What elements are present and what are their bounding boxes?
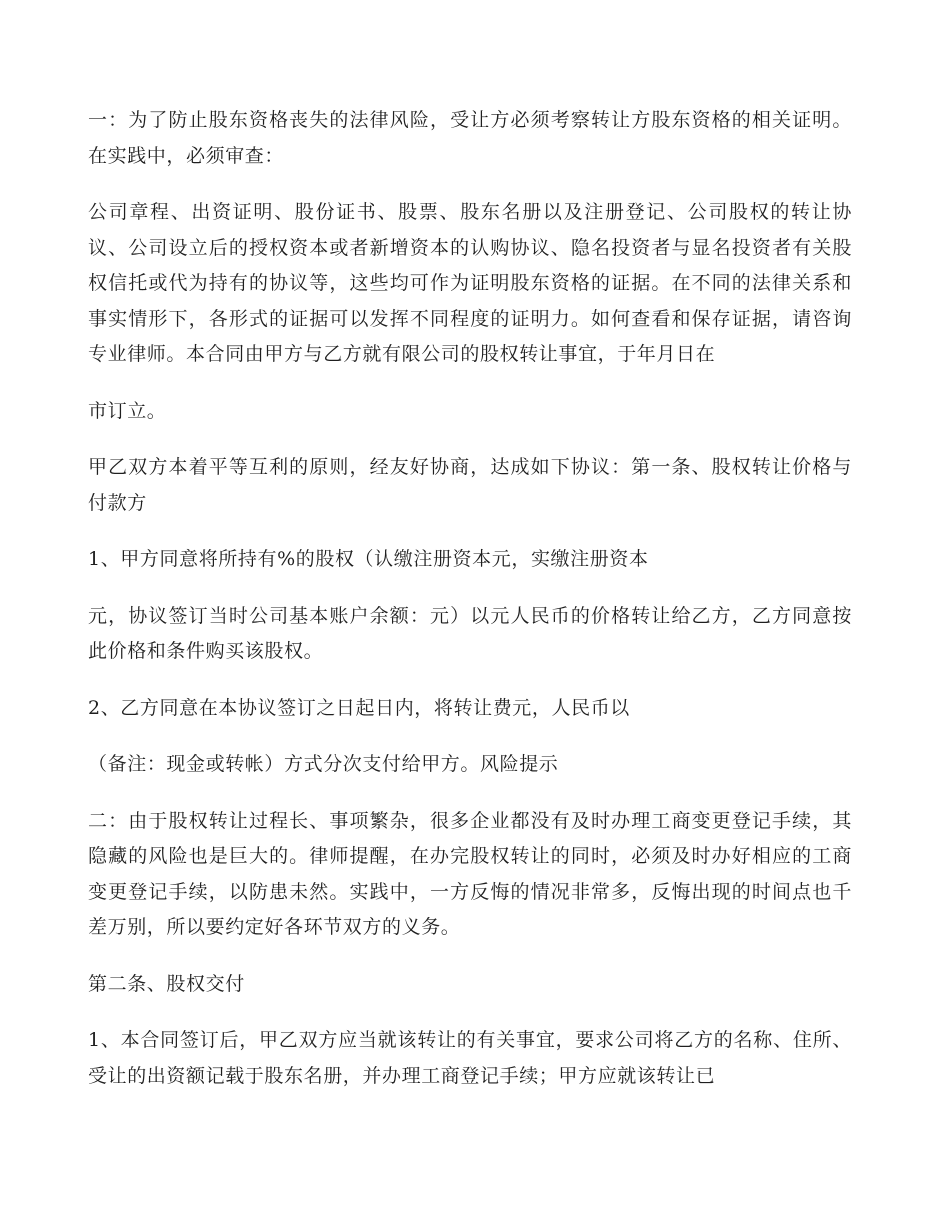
paragraph-8: （备注：现金或转帐）方式分次支付给甲方。风险提示: [88, 753, 559, 775]
paragraph-9: 二：由于股权转让过程长、事项繁杂，很多企业都没有及时办理工商变更登记手续，其隐藏的风险也是巨大的。律师提醒，在办完股权转让的同时，必须及时办好相应的工商变更登记手续，以防患未然。实践中，一方反悔的情况非常多，反悔出现的时间点也千差万别，所以要约定好各环节双方的义务。: [88, 809, 852, 938]
paragraph-3: 市订立。: [88, 399, 167, 422]
paragraph-2: 公司章程、出资证明、股份证书、股票、股东名册以及注册登记、公司股权的转让协议、公司设立后的授权资本或者新增资本的认购协议、隐名投资者与显名投资者有关股权信托或代为持有的协议等，这些均可作为证明股东资格的证据。在不同的法律关系和事实情形下，各形式的证据可以发挥不同程度的证明力。如何查看和保存证据，请咨询专业律师。本合同由甲方与乙方就有限公司的股权转让事宜，于年月日在: [88, 201, 852, 365]
document-body: [88, 103, 852, 1115]
paragraph-4: 甲乙双方本着平等互利的原则，经友好协商，达成如下协议：第一条、股权转让价格与付款方: [88, 456, 852, 514]
paragraph-5: 1、甲方同意将所持有%的股权（认缴注册资本元，实缴注册资本: [88, 548, 649, 570]
paragraph-10: 第二条、股权交付: [88, 972, 245, 995]
paragraph-7: 2、乙方同意在本协议签订之日起日内，将转让费元，人民币以: [88, 696, 630, 719]
paragraph-11: 1、本合同签订后，甲乙双方应当就该转让的有关事宜，要求公司将乙方的名称、住所、受让的出资额记载于股东名册，并办理工商登记手续；甲方应就该转让已: [88, 1029, 852, 1087]
paragraph-6: 元，协议签订当时公司基本账户余额：元）以元人民币的价格转让给乙方，乙方同意按此价格和条件购买该股权。: [88, 604, 852, 662]
paragraph-1: 一：为了防止股东资格丧失的法律风险，受让方必须考察转让方股东资格的相关证明。在实践中，必须审查：: [88, 109, 852, 167]
